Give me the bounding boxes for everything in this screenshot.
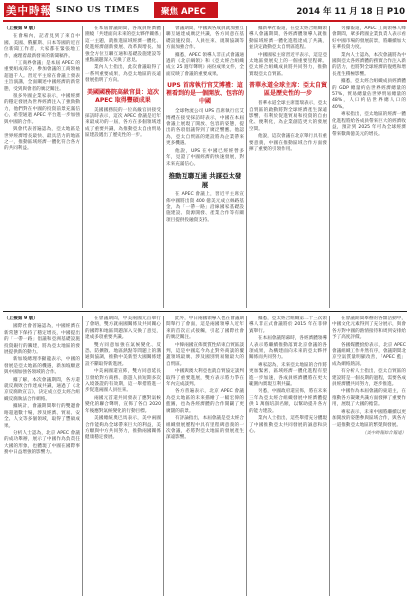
- top-column-1: [4, 26, 80, 308]
- paragraph: 他說，UPS 在中國已經經營多年，見證了中國經濟的快速發展，對未來充滿信心。: [166, 148, 244, 167]
- paragraph: 業內人士指出，此次會議取得了一系列重要成果，為亞太地區的長遠發展指明了方向。: [85, 65, 161, 84]
- bottom-column-4: [249, 316, 327, 596]
- paragraph: 國際社會普遍認為，中國經濟在新常態下保持了穩定增長，中國提出的「一帶一路」倡議和亞洲基礎設施投資銀行的籌建，將為亞太地區的發展提供新的動力。: [4, 324, 80, 356]
- paragraph: 此外，中日兩國領導人也在會議期間舉行了會面，這是兩國領導人近年來的首次正式接觸，引起了國際社會的廣泛關注。: [166, 316, 244, 341]
- column-divider: [329, 316, 330, 596]
- bottom-column-1: [4, 316, 80, 596]
- paragraph: 各方普遍表示，北京 APEC 會議為亞太地區的未來描繪了一幅宏偉的藍圖，也為各經濟體的合作開闢了更廣闊的前景。: [166, 389, 244, 414]
- paragraph: 另據報道，APEC 工商領導人峰會期間，眾多跨國企業負責人表示看好中國市場的發展前景，將繼續加大在華投資力度。: [332, 26, 406, 51]
- paragraph: 兩國元首還共同發表了應對氣候變化的聯合聲明，宣佈了各自 2020 年後應對氣候變化的行動目標。: [85, 395, 161, 414]
- paragraph: 中美兩國還宣佈，雙方同意延長互發給對方商務、旅遊人員短期多次入境簽證的有效期，這一舉措將進一步促進兩國人員往來。: [85, 369, 161, 394]
- source-credit: （美中時報綜合報道）: [362, 430, 406, 436]
- paragraph: 中韓兩國宣佈實質性結束自貿區談判，這是中國迄今為止對外商談的覆蓋領域最廣、涉及國別貿易額最大的自貿區。: [166, 342, 244, 367]
- paragraph: 有評論指出，本屆會議是亞太經合組織發展歷程中具有里程碑意義的一次會議，必將對亞太地區的發展產生深遠影響。: [166, 416, 244, 441]
- paragraph: 全球物流公司 UPS 首席執行官艾博禮在接受採訪時表示，中國在本屆會議上展現了開放、包容的姿態，提出的各項倡議得到了廣泛響應。他認為，亞太自貿區的建設將為企業帶來更多機遇。: [166, 109, 244, 147]
- column-divider: [163, 26, 164, 308]
- top-column-3: [166, 26, 244, 308]
- top-column-5: [332, 26, 406, 308]
- paragraph: 分析人士認為，北京 APEC 會議的成功舉辦，展示了中國作為負責任大國的形象，也體現了中國在國際事務中日益增強的影響力。: [4, 430, 80, 456]
- paragraph: 在 APEC 會議上，習近平主席宣佈中國將出資 400 億美元成立絲路基金，為「一帶一路」沿線國家基礎設施建設、資源開發、產業合作等有關項目提供投融資支持。: [166, 192, 244, 223]
- paragraph: 專家指出，亞太地區的經濟一體化進程將給各成員帶來巨大的經濟收益，預計到 2025 年可為全球經濟帶來數萬億美元的增長。: [332, 112, 406, 137]
- masthead-logo: 美中時報: [6, 5, 52, 17]
- paragraph: 在會場內，記者見到了來自中國、美國、俄羅斯、日本等國的近百位新聞工作者，大家都在緊張地工作，處理着最新發來的新聞稿件。: [4, 34, 80, 59]
- paragraph: 他說，這次會議在北京舉行具有重要意義，中國在推動區域合作方面發揮了重要的引領作用。: [249, 134, 327, 153]
- paragraph: 在本屆會議閉幕時，各經濟體領導人表示將繼續推動落實北京會議的各項成果，為構建面向未來的亞太夥伴關係而共同努力。: [249, 336, 327, 361]
- paragraph: 新加坡總理李顯龍表示，中國的發展是亞太地區的機遇，新加坡願意與中國加強各領域的合作。: [4, 357, 80, 376]
- article-heading: 美國國務院高級官員：這次 APEC 取得豐碩成果: [86, 88, 159, 104]
- paragraph: 業內人士認為，本次會議將為中國與亞太各經濟體的務實合作注入新的活力，也將對全球經濟的復甦和增長產生積極影響。: [332, 52, 406, 77]
- continued-note: （上接第 9 版）: [4, 316, 38, 321]
- paragraph: 據悉，亞太經合組織成員經濟體的 GDP 總量約佔世界經濟總量的 57%，貿易總量佔世界貿易總量的 48%，人口約佔世界總人口的 40%。: [332, 79, 406, 110]
- column-divider: [246, 26, 247, 308]
- paragraph: 有分析人士指出，亞太自貿區的建設將是一個長期的過程，需要各成員經濟體共同努力，逐步推進。: [332, 369, 406, 388]
- paragraph: 據新華社報道，在亞太經合組織領導人會議期間，各經濟體領導人就推動區域經濟一體化進程達成了共識，並決定啟動亞太自貿區進程。: [249, 26, 327, 51]
- column-divider: [82, 316, 83, 596]
- paragraph: 會議期間，中國與各成員就加強互聯互通達成廣泛共識，各方同意在基礎設施投資、人員往來、規制協調等方面加強合作。: [166, 26, 244, 51]
- paragraph: 與會代表普遍認為，亞太地區是世界經濟增長最快、最具活力的地區之一，推動區域經濟一體化符合各方的共同利益。: [4, 127, 80, 152]
- paragraph: 在會議期間舉辦的各類活動中，中國文化元素得到了充分展示，與會各方對中國的熱情接待和周到安排給予了高度評價。: [332, 316, 406, 341]
- paragraph: 專家表示，未來中國將繼續以更加開放的姿態參與區域合作，與各方一道推動亞太地區的繁榮與發展。: [332, 409, 406, 428]
- paragraph: 中國與澳大利亞也就自貿協定談判取得了重要進展，雙方表示將力爭在年內完成談判。: [166, 369, 244, 388]
- article-heading: UPS 首席執行官艾博禮：這裡看到的是一個開放、包容的中國: [166, 82, 244, 106]
- article-heading: 普華永道全球主席：亞太自貿區是歷史性的一步: [249, 82, 327, 98]
- paragraph: 在本屆會議期間，各成員經濟體圍繞「共建面向未來的亞太夥伴關係」這一主題，就推進區域經濟一體化、促進經濟創新發展、改革與增長、加強全方位互聯互通和基礎設施建設等重點議題深入交換了意見。: [85, 26, 161, 64]
- column-divider: [163, 316, 164, 596]
- paragraph: 中國國家主席習近平表示，這是亞太地區發展史上的一個重要里程碑。亞太經合組織成員將共同努力，推動實現亞太自貿區。: [249, 52, 327, 77]
- bottom-column-5: [332, 316, 406, 596]
- issue-date: 2014 年 11 月 18 日 P10: [296, 7, 405, 17]
- continued-note: （上接第 9 版）: [4, 26, 38, 31]
- paragraph: 據了解，本次會議期間，各方還就反腐敗合作達成共識，通過了《北京反腐敗宣言》，決定成立亞太經合組織反腐執法合作網絡。: [4, 377, 80, 402]
- bottom-column-3: [166, 316, 244, 596]
- paragraph: 另悉，中國政府還宣佈，將在未來三年為亞太經合組織發展中經濟體提供 1 萬個培訓名額，以幫助提升各方的能力建設。: [249, 389, 327, 414]
- column-divider: [82, 26, 83, 308]
- page-header: [0, 0, 410, 22]
- section-label: 聚焦 APEC: [161, 7, 206, 17]
- column-divider: [246, 316, 247, 596]
- paragraph: 美國總統奧巴馬表示，美中兩國合作能夠為全球帶來巨大的利益，美方願與中方共同努力，推動兩國關係健康穩定發展。: [85, 416, 161, 441]
- paragraph: 在會議期間，中美兩國元首舉行了會晤，雙方就兩國關係及共同關心的國際和地區問題深入交換了意見，達成多項重要共識。: [85, 316, 161, 341]
- paragraph: 據悉，亞太經合組織第二十三次領導人非正式會議將於 2015 年在菲律賓舉行。: [249, 316, 327, 334]
- top-column-2: [85, 26, 161, 308]
- masthead-english: SINO US TIMES: [56, 5, 140, 15]
- paragraph: 雙方同意加強在氣候變化、反恐、防擴散、地區熱點等問題上的溝通與協調，推動中美新型大國關係建設不斷取得新進展。: [85, 342, 161, 367]
- header-rule: [3, 20, 407, 22]
- top-column-4: [249, 26, 327, 308]
- paragraph: 美國國務院的一位高級官員接受採訪時表示，這次 APEC 會議是近年來最成功的一屆，各方在多個領域達成了重要共識，為推動亞太自由貿易區建設邁出了歷史性的一步。: [85, 107, 161, 139]
- paragraph: 各國媒體紛紛表示，北京 APEC 會議組織工作井然有序，會議期間北京空氣質量明顯改善，「APEC 藍」成為網絡熱詞。: [332, 342, 406, 367]
- bottom-column-2: [85, 316, 161, 596]
- paragraph: 據悉，APEC 領導人非正式會議通過的《北京綱領》和《亞太經合組織成立 25 週年聲明》兩份成果文件，全面反映了會議的重要成果。: [166, 52, 244, 77]
- article-heading: 推動互聯互通 共謀亞太發展: [168, 171, 242, 189]
- column-divider: [329, 26, 330, 308]
- paragraph: 很多外國企業家表示，中國經濟的穩定發展為世界經濟注入了強勁動力，他們對在中國的投資前景充滿信心，希望通過 APEC 平台進一步加強與中國的合作。: [4, 94, 80, 125]
- section-divider: [3, 311, 407, 312]
- paragraph: 業內人士指出，這些舉措充分體現了中國推動亞太共同發展的誠意和決心。: [249, 416, 327, 434]
- paragraph: 專家認為，未來亞太地區的合作將更加緊密，區域經濟一體化進程有望進一步加速，各成員經濟體將在更大範圍內實現互利共贏。: [249, 362, 327, 388]
- paragraph: 「工商界會議」是本屆 APEC 的重要組成部分，參加會議的工商領袖超過千人。習近平主席在會議上發表主旨演講，全面闡述中國經濟的新常態，受到與會者的廣泛關注。: [4, 61, 80, 92]
- paragraph: 普華永道全球主席墨瑞表示，亞太自貿區的啟動將對全球經濟產生深遠影響，有利於促進貿易和投資的自由化、便利化，為企業創造更大的發展空間。: [249, 101, 327, 132]
- paragraph: 據統計，會議期間舉行的雙邊會晤超過數十場，涉及經濟、貿易、安全、人文等多個領域，取得了豐碩成果。: [4, 404, 80, 429]
- paragraph: 中國作為本屆會議的東道主，在推動各方凝聚共識方面發揮了重要作用，展現了大國的擔當。: [332, 389, 406, 408]
